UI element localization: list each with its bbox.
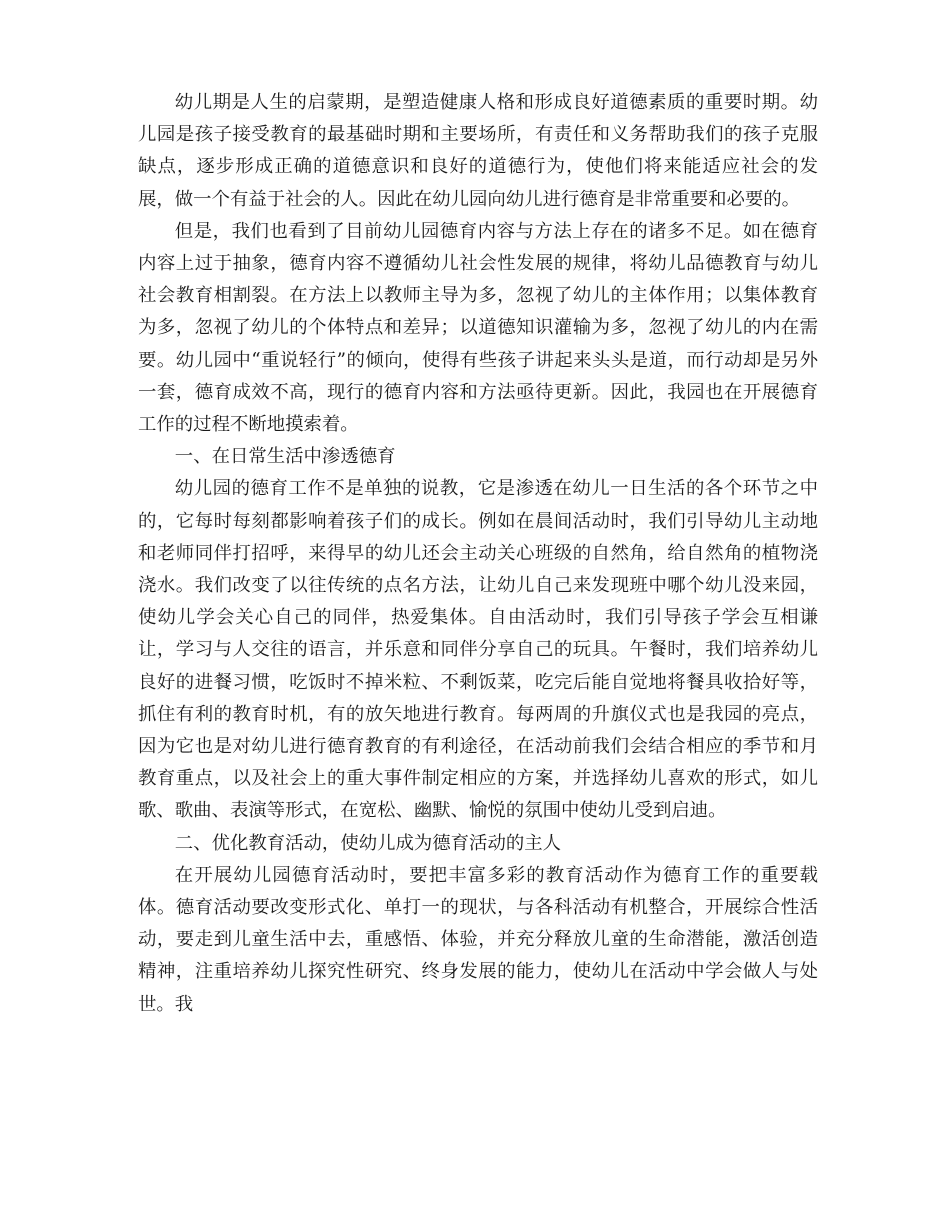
document-body — [138, 87, 818, 1021]
paragraph-shortcomings: 但是，我们也看到了目前幼儿园德育内容与方法上存在的诸多不足。如在德育内容上过于抽象，德育内容不遵循幼儿社会性发展的规律，将幼儿品德教育与幼儿社会教育相割裂。在方法上以教师主导为多，忽视了幼儿的主体作用；以集体教育为多，忽视了幼儿的个体特点和差异；以道德知识灌输为多，忽视了幼儿的内在需要。幼儿园中“重说轻行”的倾向，使得有些孩子讲起来头头是道，而行动却是另外一套，德育成效不高，现行的德育内容和方法亟待更新。因此，我园也在开展德育工作的过程不断地摸索着。 — [138, 220, 818, 436]
section-heading-2: 二、优化教育活动，使幼儿成为德育活动的主人 — [174, 832, 562, 854]
paragraph-daily-life: 幼儿园的德育工作不是单独的说教，它是渗透在幼儿一日生活的各个环节之中的，它每时每刻都影响着孩子们的成长。例如在晨间活动时，我们引导幼儿主动地和老师同伴打招呼，来得早的幼儿还会主动关心班级的自然角，给自然角的植物浇浇水。我们改变了以往传统的点名方法，让幼儿自己来发现班中哪个幼儿没来园，使幼儿学会关心自己的同伴，热爱集体。自由活动时，我们引导孩子学会互相谦让，学习与人交往的语言，并乐意和同伴分享自己的玩具。午餐时，我们培养幼儿良好的进餐习惯，吃饭时不掉米粒、不剩饭菜，吃完后能自觉地将餐具收拾好等，抓住有利的教育时机，有的放矢地进行教育。每两周的升旗仪式也是我园的亮点，因为它也是对幼儿进行德育教育的有利途径，在活动前我们会结合相应的季节和月教育重点，以及社会上的重大事件制定相应的方案，并选择幼儿喜欢的形式，如儿歌、歌曲、表演等形式，在宽松、幽默、愉悦的氛围中使幼儿受到启迪。 — [138, 478, 818, 822]
paragraph-activities: 在开展幼儿园德育活动时，要把丰富多彩的教育活动作为德育工作的重要载体。德育活动要改变形式化、单打一的现状，与各科活动有机整合，开展综合性活动，要走到儿童生活中去，重感悟、体验，并充分释放儿童的生命潜能，激活创造精神，注重培养幼儿探究性研究、终身发展的能力，使幼儿在活动中学会做人与处世。我 — [138, 864, 818, 1015]
paragraph-intro: 幼儿期是人生的启蒙期，是塑造健康人格和形成良好道德素质的重要时期。幼儿园是孩子接受教育的最基础时期和主要场所，有责任和义务帮助我们的孩子克服缺点，逐步形成正确的道德意识和良好的道德行为，使他们将来能适应社会的发展，做一个有益于社会的人。因此在幼儿园向幼儿进行德育是非常重要和必要的。 — [138, 92, 818, 210]
section-heading-1: 一、在日常生活中渗透德育 — [174, 446, 396, 468]
